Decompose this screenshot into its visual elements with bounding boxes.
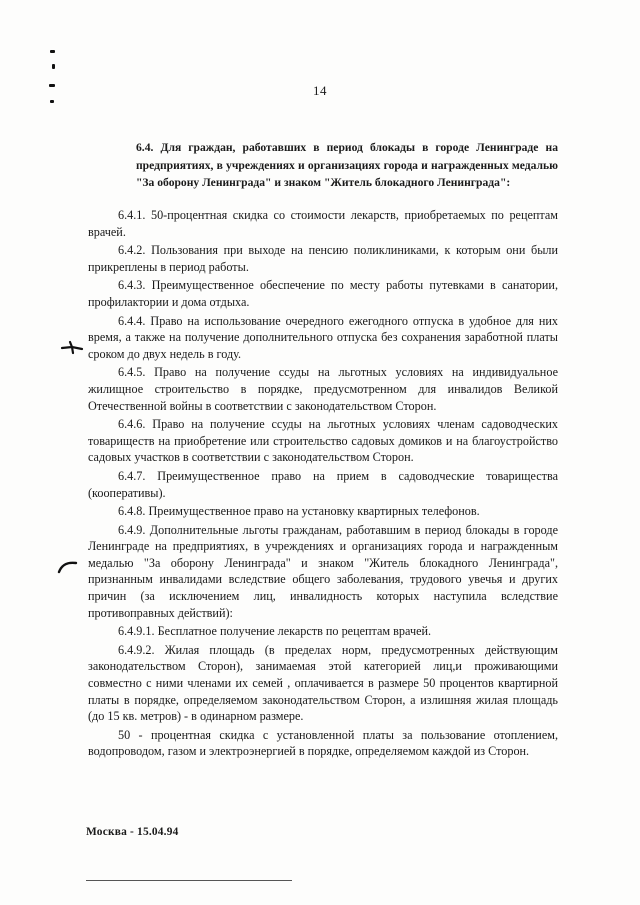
footer-divider (86, 880, 292, 881)
margin-bracket-mark (56, 558, 80, 576)
paragraph-6-4-8: 6.4.8. Преимущественное право на установку квартирных телефонов. (118, 504, 480, 519)
section-heading: 6.4. Для граждан, работавших в период блокады в городе Ленинграде на предприятиях, в учреждениях и организациях города и награжденных медалью "За оборону Ленинграда" и знаком "Житель блокадного Ленинграда": (136, 141, 558, 189)
paragraph-6-4-4: 6.4.4. Право на использование очередного ежегодного отпуска в удобное для них время, а также на получение дополнительного отпуска без сохранения заработной платы сроком до двух недель в году. (88, 313, 558, 361)
section-body (88, 207, 558, 762)
paragraph-6-4-5: 6.4.5. Право на получение ссуды на льготных условиях на индивидуальное жилищное строительство в порядке, предусмотренном для инвалидов Великой Отечественной войны в соответствии с законодательством Сторон. (88, 365, 558, 413)
paragraph-6-4-9: 6.4.9. Дополнительные льготы гражданам, работавшим в период блокады в городе Ленинграде на предприятиях, в учреждениях и организациях города и награжденным медалью "За оборону Ленинграда" и знаком "Житель блокадного Ленинграда", признанным инвалидами вследствие общего заболевания, трудового увечья и других причин (за исключением лиц, инвалидность которых наступила вследствие противоправных действий): (88, 522, 558, 620)
paragraph-6-4-2: 6.4.2. Пользования при выходе на пенсию поликлиниками, к которым они были прикреплены в период работы. (88, 243, 558, 274)
paragraph-6-4-3: 6.4.3. Преимущественное обеспечение по месту работы путевками в санатории, профилактории и дома отдыха. (88, 278, 558, 309)
paragraph-utilities-discount: 50 - процентная скидка с установленной платы за пользование отоплением, водопроводом, газом и электроэнергией в порядке, определяемом каждой из Сторон. (88, 727, 558, 759)
binder-mark (50, 50, 55, 53)
binder-mark (52, 64, 55, 69)
page-number: 14 (313, 83, 327, 98)
binder-mark (50, 100, 54, 103)
paragraph-6-4-6: 6.4.6. Право на получение ссуды на льготных условиях членам садоводческих товариществ на приобретение или строительство садовых домиков и на благоустройство садовых участков в соответствии с законодательством Сторон. (88, 417, 558, 465)
paragraph-6-4-7: 6.4.7. Преимущественное право на прием в садоводческие товарищества (кооперативы). (88, 468, 558, 500)
paragraph-6-4-9-1: 6.4.9.1. Бесплатное получение лекарств по рецептам врачей. (118, 624, 432, 639)
paragraph-6-4-1: 6.4.1. 50-процентная скидка со стоимости лекарств, приобретаемых по рецептам врачей. (88, 208, 558, 239)
margin-tick-mark (60, 336, 86, 356)
footer-place-date: Москва - 15.04.94 (86, 826, 179, 838)
paragraph-6-4-9-2: 6.4.9.2. Жилая площадь (в пределах норм, предусмотренных действующим законодательством Сторон), занимаемая этой категорией лиц,и проживающими совместно с ними членами их семей , оплачивается в размере 50 процентов квартирной платы в порядке, определяемом законодательством Сторон, а излишняя жилая площадь (до 15 кв. метров) - в одинарном размере. (88, 642, 558, 724)
